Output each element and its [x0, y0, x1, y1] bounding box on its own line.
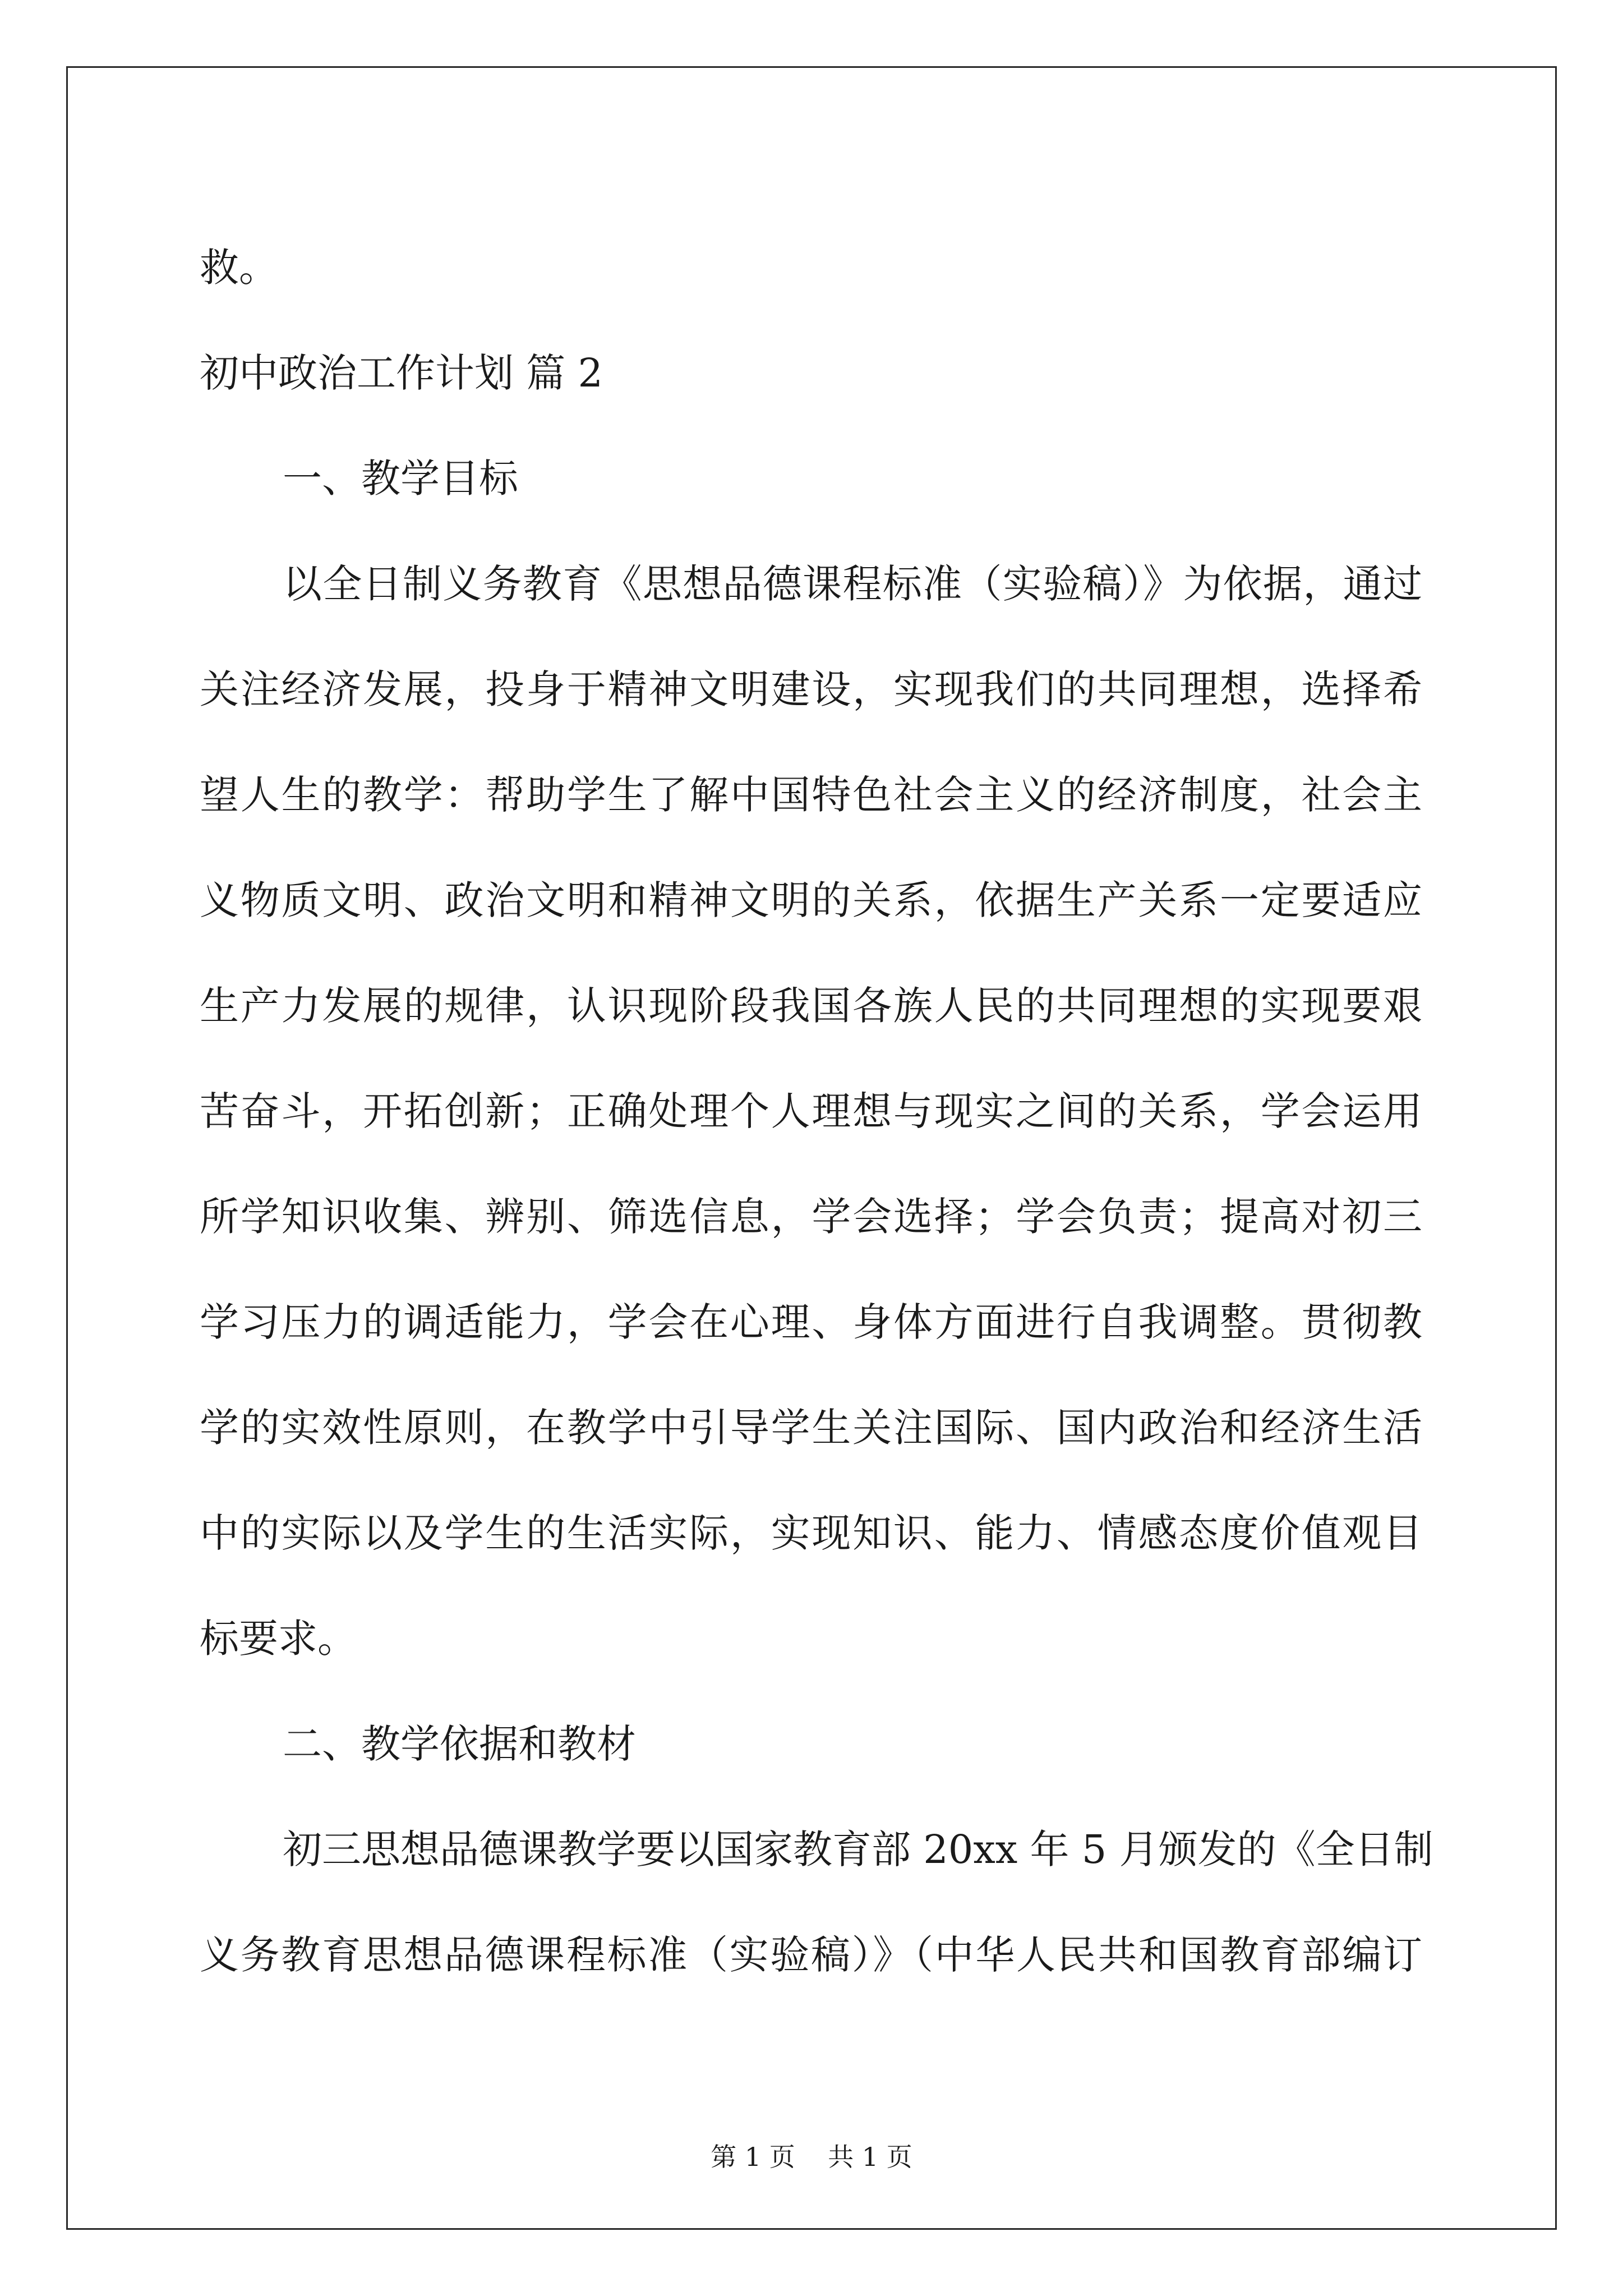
text-line: 标要求。	[200, 1616, 357, 1662]
text-line: 中的实际以及学生的生活实际，实现知识、能力、情感态度价值观目	[200, 1510, 1422, 1556]
text-line: 学习压力的调适能力，学会在心理、身体方面进行自我调整。贯彻教	[200, 1299, 1422, 1345]
text-line: 以全日制义务教育《思想品德课程标准（实验稿）》为依据，通过	[283, 561, 1422, 607]
text-line: 学的实效性原则，在教学中引导学生关注国际、国内政治和经济生活	[200, 1405, 1422, 1451]
text-line: 所学知识收集、辨别、筛选信息，学会选择；学会负责；提高对初三	[200, 1194, 1422, 1240]
page-number: 第 1 页 共 1 页	[711, 2142, 912, 2172]
text-line: 初三思想品德课教学要以国家教育部 20xx 年 5 月颁发的《全日制	[283, 1826, 1433, 1872]
text-line: 生产力发展的规律，认识现阶段我国各族人民的共同理想的实现要艰	[200, 983, 1422, 1029]
heading-teaching-goals: 一、教学目标	[283, 455, 518, 501]
text-line: 望人生的教学：帮助学生了解中国特色社会主义的经济制度，社会主	[200, 772, 1422, 818]
document-body	[200, 215, 1433, 2008]
text-line: 救。	[200, 245, 278, 291]
text-line: 义务教育思想品德课程标准（实验稿）》（中华人民共和国教育部编订	[200, 1932, 1422, 1978]
heading-teaching-basis: 二、教学依据和教材	[283, 1721, 636, 1767]
section-title: 初中政治工作计划 篇 2	[200, 350, 603, 396]
text-line: 义物质文明、政治文明和精神文明的关系，依据生产关系一定要适应	[200, 877, 1422, 923]
text-line: 关注经济发展，投身于精神文明建设，实现我们的共同理想，选择希	[200, 666, 1422, 712]
page-footer	[0, 2140, 1623, 2174]
text-line: 苦奋斗，开拓创新；正确处理个人理想与现实之间的关系，学会运用	[200, 1088, 1422, 1134]
